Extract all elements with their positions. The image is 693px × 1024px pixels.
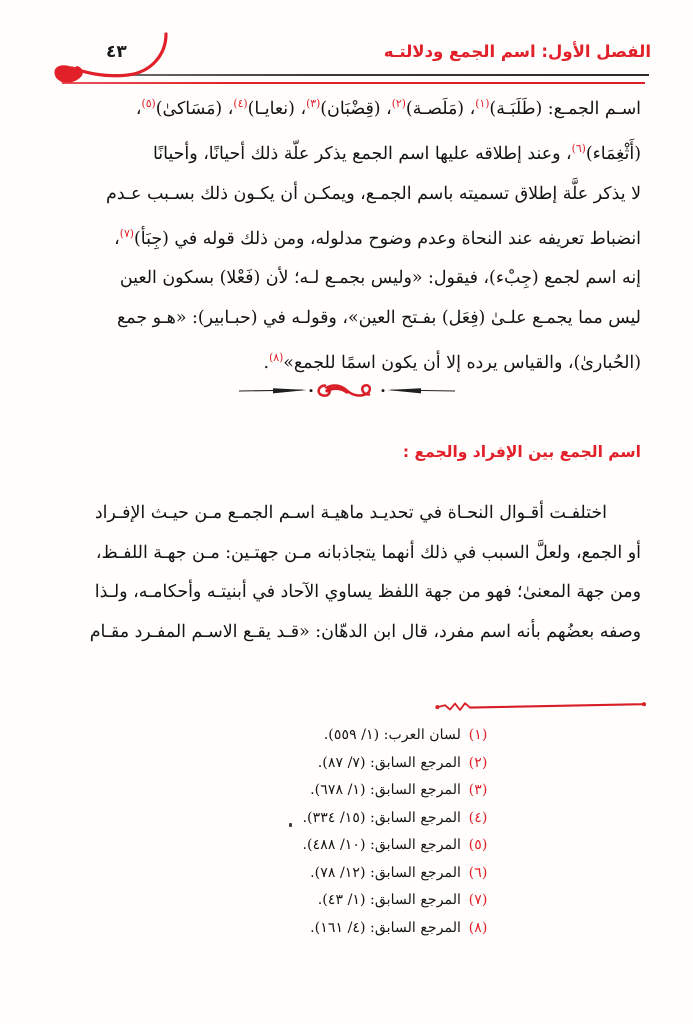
text-line: ليس مما يجمـع علـىٰ (فِعَل) بفـتح العين»، وقولـه في (حبـابير): «هـو جمع: [117, 307, 641, 328]
text-line: إنه اسم لجمع (جِبْء)، فيقول: «وليس بجمـع لـه؛ لأن (فَعْلا) بسكون العين: [119, 268, 641, 289]
footnote-marker[interactable]: (٢): [391, 97, 406, 110]
footnote-text: المرجع السابق: (١٥/ ٣٣٤).: [302, 809, 461, 826]
footnote-item: [46, 915, 643, 943]
footnote-text: المرجع السابق: (٧/ ٨٧).: [317, 754, 461, 771]
text-line: ومن جهة المعنىٰ؛ فهو من جهة اللفظ يساوي الآحاد في أبنيتـه وأحكامـه، ولـذا: [94, 582, 641, 602]
paragraph-two: [46, 494, 641, 652]
footnote-text: المرجع السابق: (١٢/ ٧٨).: [310, 864, 461, 881]
scroll-flourish-icon: [237, 376, 457, 406]
text-line: (الحُبارىٰ)، والقياس يرده إلا أن يكون اسمًا للجمع»$^{(٨)}$.: [263, 351, 641, 374]
footnote-item: [46, 832, 643, 860]
footnote-marker[interactable]: (٨): [269, 351, 284, 365]
section-heading: اسم الجمع بين الإفراد والجمع :: [402, 443, 641, 461]
footnote-number: (٤): [468, 809, 488, 826]
footnote-list: [46, 722, 643, 942]
footnote-separator: [434, 700, 646, 716]
footnote-marker[interactable]: (٦): [571, 142, 586, 156]
footnote-item: [46, 805, 643, 833]
text-line: انضباط تعريفه عند النحاة وعدم وضوح مدلوله، ومن ذلك قوله في (جِبَأ)$^{(٧)}$،: [114, 227, 641, 249]
footnote-marker[interactable]: (٣): [306, 97, 321, 110]
footnote-number: (٧): [468, 892, 488, 908]
footnote-number: (٢): [468, 754, 488, 771]
text-line: أو الجمع، ولعلَّ السبب في ذلك أنهما يتجاذبانه مـن جهتـين: مـن جهـة اللفـظ،: [95, 542, 641, 563]
footnote-item: [46, 722, 643, 750]
footnote-number: (٨): [468, 919, 488, 936]
page-header: [0, 18, 693, 74]
footnote-item: [46, 860, 643, 888]
line-content: اسـم الجمـع: (طَلَبَـة)$^{(١)}$، (مَلَصـة)$^{(٢)}$، (قِضْبَان)$^{(٣)}$، (نعايـا)$^{(٤)}$، (مَسَاكىٰ)$^{(٥)}$،: [135, 97, 641, 119]
footnote-marker[interactable]: (٧): [119, 227, 134, 241]
footnote-text: لسان العرب: (١/ ٥٥٩).: [323, 727, 461, 743]
footnote-item: [46, 887, 643, 915]
footnote-rule-icon: [434, 700, 646, 716]
text-line: وصفه بعضُهم بأنه اسم مفرد، قال ابن الدهّان: «قـد يقـع الاسـم المفـرد مقـام: [89, 621, 641, 642]
footnote-text: المرجع السابق: (١٠/ ٤٨٨).: [302, 837, 461, 853]
folio-ornament: [48, 28, 178, 90]
footnote-number: (٥): [468, 837, 488, 853]
footnote-marker[interactable]: (٥): [141, 97, 156, 110]
footnote-text: المرجع السابق: (١/ ٤٣).: [317, 892, 461, 908]
footnote-text: المرجع السابق: (٤/ ١٦١).: [310, 919, 461, 936]
footnote-text: المرجع السابق: (١/ ٦٧٨).: [310, 782, 461, 798]
footnote-item: [46, 777, 643, 805]
text-line: لا يذكر علَّة إطلاق تسميته باسم الجمـع، ويمكـن أن يكـون ذلك بسـبب عـدم: [106, 183, 641, 204]
section-divider-ornament: [0, 374, 693, 408]
footnote-marker[interactable]: (١): [475, 97, 490, 110]
paragraph-one: [46, 84, 641, 384]
footnote-marker[interactable]: (٤): [233, 97, 248, 110]
footnote-item: [46, 750, 643, 778]
text-line: [46, 84, 641, 129]
footnote-number: (١): [468, 727, 488, 743]
footnote-number: (٣): [468, 782, 488, 798]
text-line: (أَثْغِمَاء)$^{(٦)}$، وعند إطلاقه عليها اسم الجمع يذكر علّة ذلك أحيانًا، وأحيانًا: [153, 142, 641, 165]
page-number: ٤٣: [106, 42, 127, 62]
running-head-title: الفصل الأول: اسم الجمع ودلالتـه: [383, 42, 651, 61]
footnote-number: (٦): [468, 864, 488, 881]
text-line: اختلفـت أقـوال النحـاة في تحديـد ماهيـة اسـم الجمـع مـن حيـث الإفـراد: [94, 503, 607, 523]
header-rule-dark: [104, 74, 649, 76]
